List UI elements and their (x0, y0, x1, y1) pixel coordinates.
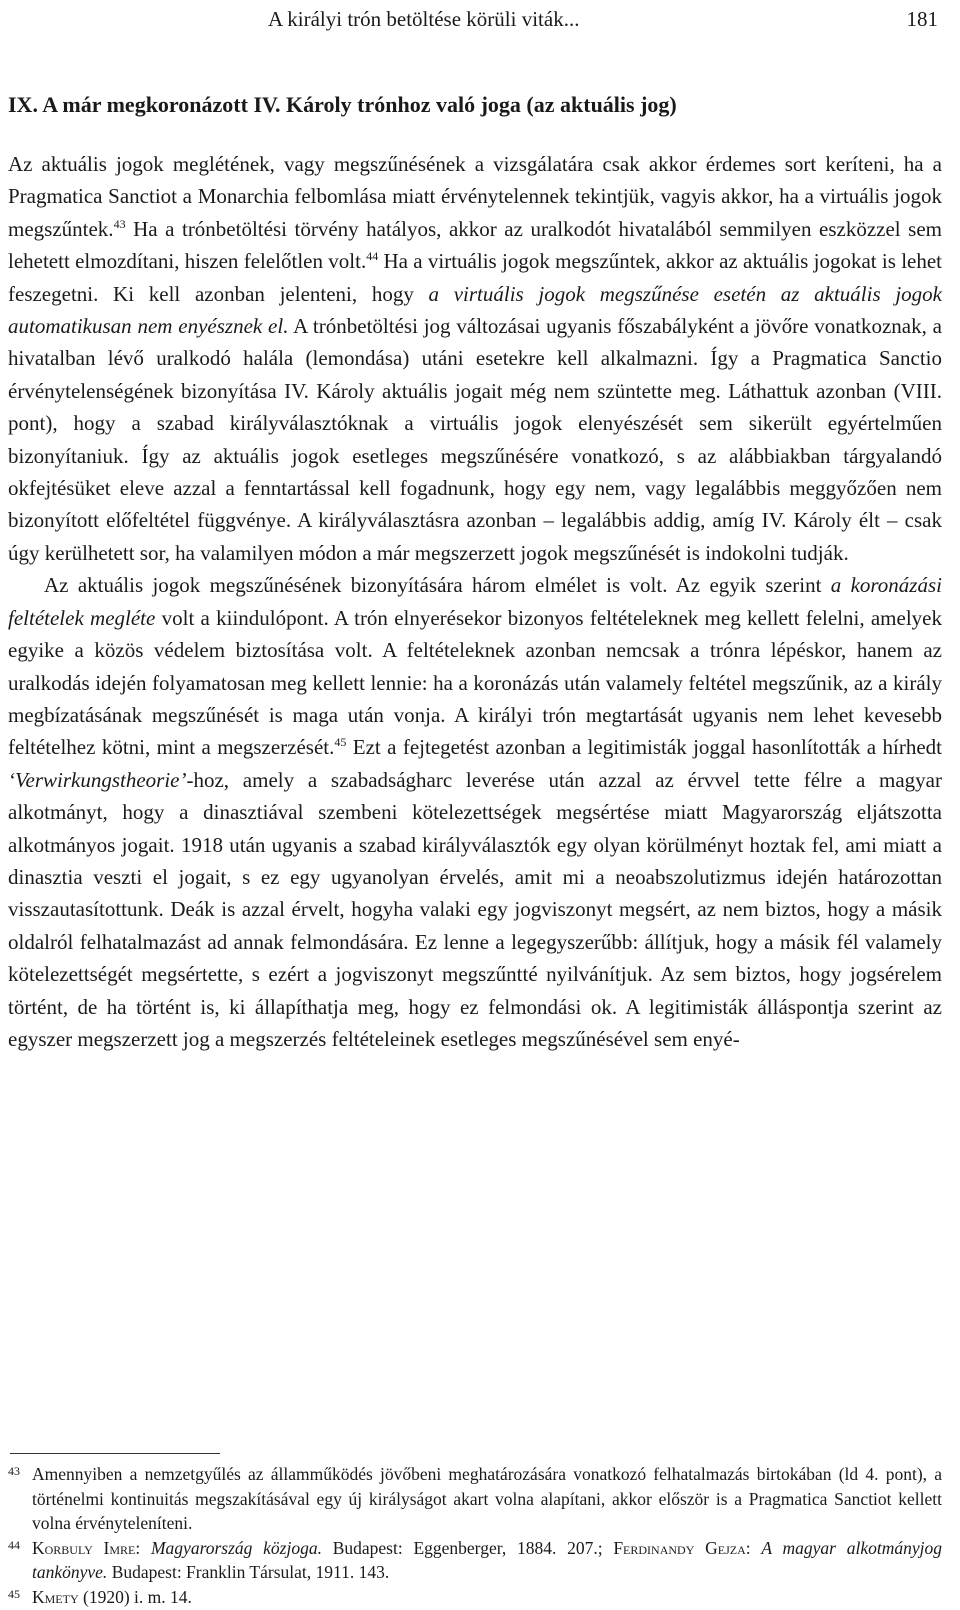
footnote-ref-43[interactable]: 43 (113, 216, 126, 231)
running-head (268, 0, 938, 38)
author-name: Kmety (32, 1586, 79, 1607)
page-number: 181 (906, 7, 938, 31)
footnote-number: 43 (8, 1464, 20, 1478)
work-title: A magyar alkotmányjog tankönyve. (32, 1537, 942, 1583)
text-run: : (745, 1537, 762, 1558)
author-name: Ferdinandy Gejza (613, 1537, 746, 1558)
text-run: Ezt a fejtegetést azonban a legitimisták joggal hasonlították a hírhedt (346, 735, 942, 760)
text-run: (1920) i. m. 14. (78, 1586, 192, 1607)
footnote-number: 44 (8, 1537, 20, 1552)
section-title: IX. A már megkoronázott IV. Károly trónhoz való joga (az aktuális jog) (8, 92, 677, 117)
footnote-44 (8, 1536, 942, 1585)
footnotes (8, 1462, 942, 1610)
body-text (8, 148, 942, 1055)
footnote-text: Amennyiben a nemzetgyűlés az államműködés jövőbeni meghatározására vonatkozó felhatalmazás birtokában (ld 4. pont), a történelmi kontinuitás megszakításával egy új királyságot akart volna alapítani, akkor először is a Pragmatica Sanctiot kellett volna érvényteleníteni. (32, 1464, 942, 1534)
text-run: Az aktuális jogok megszűnésének bizonyítására három elmélet is volt. Az egyik szerint (44, 573, 831, 598)
footnote-separator (10, 1453, 220, 1454)
text-run: : (135, 1537, 151, 1558)
text-run: volt a kiindulópont. A trón elnyerésekor bizonyos feltételeknek meg kellett felelni, amelyek egyike a közös védelem biztosítása volt. A feltételeknek azonban nemcsak a trónra lépéskor, hanem az uralkodás idején folyamatosan meg kellett lennie: ha a koronázás után valamely feltétel megszűnik, az a király megbízatásának megszűnését is maga után vonja. A királyi trón megtartását ugyanis nem lehet kevesebb feltételhez kötni, mint a megszerzését. (8, 605, 942, 760)
footnote-43 (8, 1462, 942, 1536)
text-run: A trónbetöltési jog változásai ugyanis főszabályként a jövőre vonatkoznak, a hivatalban lévő uralkodó halála (lemondása) utáni esetekre kell alkalmazni. Így a Pragmatica Sanctio érvénytelenségének bizonyítása IV. Károly aktuális jogait még nem szüntette meg. Láthattuk azonban (VIII. pont), hogy a szabad királyválasztóknak a virtuális jogok elenyészését sem sikerült egyértelműen bizonyítaniuk. Így az aktuális jogok esetleges megszűnésére vonatkozó, s az alábbiakban tárgyalandó okfejtésüket eleve azzal a fenntartással kell fogadnunk, hogy egy nem, vagy legalábbis meggyőzően nem bizonyított előfeltétel függvénye. A királyválasztásra azonban – legalábbis addig, amíg IV. Károly élt – csak úgy kerülhetett sor, ha valamilyen módon a már megszerzett jogok megszűnését is indokolni tudják. (8, 314, 942, 565)
text-run: Az aktuális jogok meglétének, vagy megszűnésének a vizsgálatára csak akkor érdemes sort keríteni, ha a Pragmatica Sanctiot a Monarchia felbomlása miatt érvénytelennek tekintjük, vagyis akkor, ha a virtuális jogok megszűntek. (8, 152, 942, 241)
work-title: Magyarország közjoga. (150, 1537, 322, 1558)
text-run: -hoz, amely a szabadságharc leverése után azzal az érvvel tette félre a magyar alkotmányt, hogy a dinasztiával szembeni kötelezettségek megsértése miatt Magyarország eljátszotta alkotmányos jogait. 1918 után ugyanis a szabad királyválasztók egy olyan körülményt hoztak fel, ami miatt a dinasztia veszti el jogait, s ez egy ugyanolyan érvelés, amit mi a neoabszolutizmus idején határozottan visszautasítottunk. Deák is azzal érvelt, hogyha valaki egy jogviszonyt megsért, az nem biztos, hogy a másik oldalról felhatalmazást ad annak felmondására. Ez lenne a legegyszerűbb: állítjuk, hogy a másik fél valamely kötelezettségét megsértette, s ezért a jogviszonyt megszűntté nyilvánítjuk. Az sem biztos, hogy jogsérelem történt, de ha történt is, ki állapíthatja meg, hogy ez felmondási ok. A legitimisták álláspontja szerint az egyszer megszerzett jog a megszerzés feltételeinek esetleges megszűnésével sem enyé- (8, 767, 942, 1051)
paragraph-1 (8, 148, 942, 569)
footnote-number: 45 (8, 1586, 20, 1601)
paragraph-2 (8, 569, 942, 1055)
footnote-45 (8, 1585, 942, 1610)
text-run: Budapest: Franklin Társulat, 1911. 143. (107, 1562, 390, 1583)
emphasis-text: ‘Verwirkungstheorie’ (8, 767, 187, 792)
emphasis-text: a koronázási feltételek megléte (8, 573, 942, 630)
text-run: Budapest: Eggenberger, 1884. 207.; (321, 1537, 614, 1558)
text-run: Ha a virtuális jogok megszűntek, akkor az aktuális jogokat is lehet feszegetni. Ki kell azonban jelenteni, hogy (8, 249, 943, 306)
running-head-title: A királyi trón betöltése körüli viták... (268, 7, 580, 31)
emphasis-text: a virtuális jogok megszűnése esetén az aktuális jogok automatikusan nem enyésznek el. (8, 281, 942, 339)
author-name: Korbuly Imre (32, 1537, 136, 1558)
footnote-ref-44[interactable]: 44 (366, 249, 379, 264)
text-run: Ha a trónbetöltési törvény hatályos, akkor az uralkodót hivatalából semmilyen eszközzel sem lehetett elmozdítani, hiszen felelőtlen volt. (8, 216, 942, 274)
footnote-ref-45[interactable]: 45 (334, 735, 347, 750)
